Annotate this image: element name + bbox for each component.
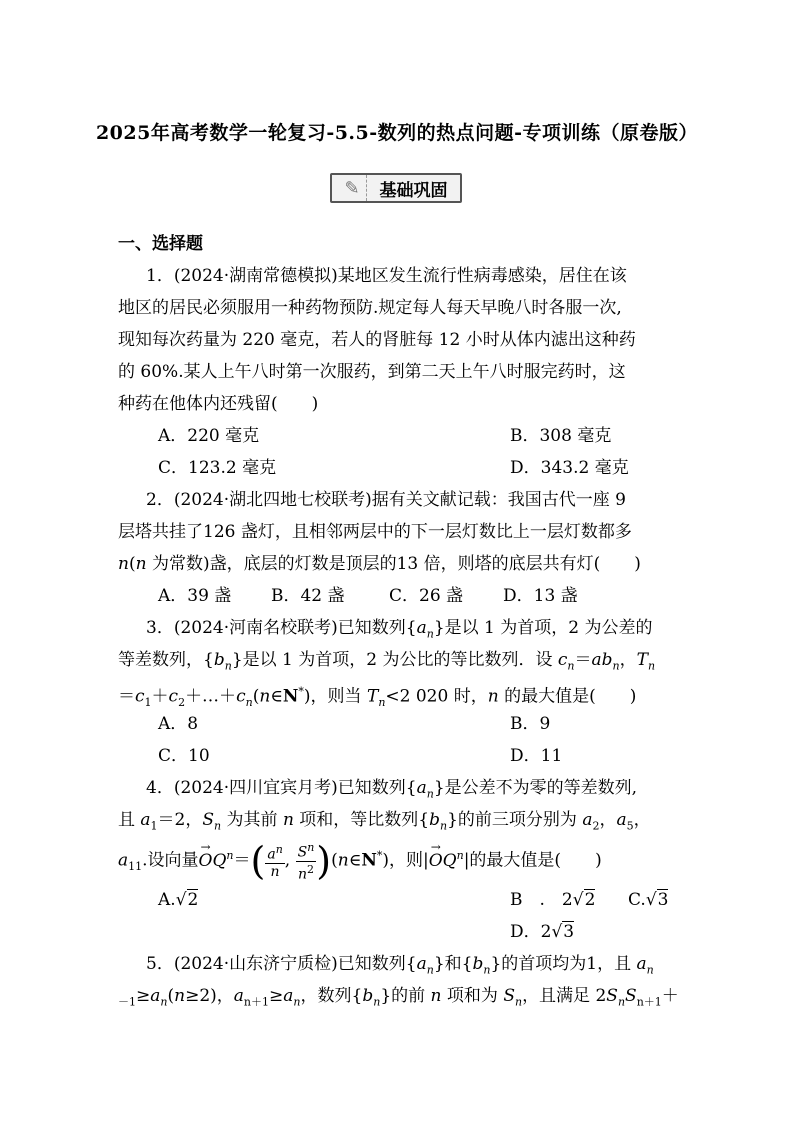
- q1-option-a: A．220 毫克: [158, 426, 260, 446]
- q1-line-5: 种药在他体内还残留( ): [118, 394, 319, 414]
- q4-option-b: B . 2√2: [510, 890, 596, 910]
- q1-line-1: 1．(2024·湖南常德模拟)某地区发生流行性病毒感染，居住在该: [146, 266, 627, 286]
- q1-option-c: C．123.2 毫克: [158, 458, 277, 478]
- q4-option-a: A.√2: [158, 890, 199, 910]
- q3-line-2: 等差数列，$\{b_n\}$是以 1 为首项，2 为公比的等比数列．设 $c_n=ab_n$，$T_n$: [118, 650, 656, 673]
- q3-option-c: C．10: [158, 746, 210, 766]
- q1-line-3: 现知每次药量为 220 毫克，若人的肾脏每 12 小时从体内滤出这种药: [118, 330, 636, 350]
- q4-option-d: D．2√3: [510, 922, 575, 942]
- q4-option-c: C.√3: [628, 890, 669, 910]
- q1-option-d: D．343.2 毫克: [510, 458, 629, 478]
- q3-option-b: B．9: [510, 714, 551, 734]
- q1-line-4: 的 60%.某人上午八时第一次服药，到第二天上午八时服完药时，这: [118, 362, 626, 382]
- q3-line-3: $=c_1+c_2+\dots+c_n(n\in N^*)$，则当 $T_n<2$ 020 时，n 的最大值是( ): [118, 685, 637, 710]
- badge-label: 基础巩固: [379, 180, 448, 201]
- section-badge: [330, 173, 462, 203]
- vector-oq: → OQ: [199, 841, 227, 881]
- q5-line-1: 5．(2024·山东济宁质检)已知数列$\{a_n\}$和$\{b_n\}$的首项均为1，且 $a_n$: [146, 954, 654, 977]
- q2-option-a: A．39 盏: [158, 586, 232, 606]
- fraction-an-over-n: $\frac{a^n}{n}$: [267, 843, 283, 880]
- page-title: 2025年高考数学一轮复习-5.5-数列的热点问题-专项训练（原卷版）: [95, 122, 699, 144]
- pencil-icon: ✎: [338, 175, 367, 201]
- section-heading: 一、选择题: [118, 234, 203, 254]
- q2-line-3: n(n 为常数)盏，底层的灯数是顶层的13 倍，则塔的底层共有灯( ): [118, 554, 641, 574]
- q2-option-b: B．42 盏: [271, 586, 345, 606]
- q4-line-2: 且 $a_1=2$，$S_n$ 为其前 n 项和，等比数列$\{b_n\}$的前三项分别为 $a_2$，$a_5$，: [118, 810, 651, 833]
- q3-line-1: 3．(2024·河南名校联考)已知数列$\{a_n\}$是以 1 为首项，2 为公差的: [146, 618, 653, 641]
- q4-line-3: $a_{11}$.设向量→ $OQ^n=$( $\frac{a^n}{n}$ , $\frac{S^n}{n^2}$ )(n∈N*)，则|→ $OQ^n|$的最大值是( ): [118, 836, 602, 887]
- q3-option-d: D．11: [510, 746, 563, 766]
- fraction-sn-over-n2: $\frac{S^n}{n^2}$: [297, 841, 315, 883]
- q1-line-2: 地区的居民必须服用一种药物预防.规定每人每天早晚八时各服一次,: [118, 298, 622, 318]
- q2-option-d: D．13 盏: [503, 586, 578, 606]
- q2-option-c: C．26 盏: [389, 586, 464, 606]
- q2-line-1: 2．(2024·湖北四地七校联考)据有关文献记载：我国古代一座 9: [146, 490, 626, 510]
- q2-line-2: 层塔共挂了126 盏灯，且相邻两层中的下一层灯数比上一层灯数都多: [118, 522, 632, 542]
- q3-option-a: A．8: [158, 714, 199, 734]
- q5-line-2: $_{-1}\ge a_n(n\ge 2)$，$a_{n+1}\ge a_n$，数列$\{b_n\}$的前 n 项和为 $S_n$，且满足 $2S_nS_{n+1}+$: [118, 986, 679, 1009]
- q1-option-b: B．308 毫克: [510, 426, 612, 446]
- q4-line-1: 4．(2024·四川宜宾月考)已知数列$\{a_n\}$是公差不为零的等差数列,: [146, 778, 638, 801]
